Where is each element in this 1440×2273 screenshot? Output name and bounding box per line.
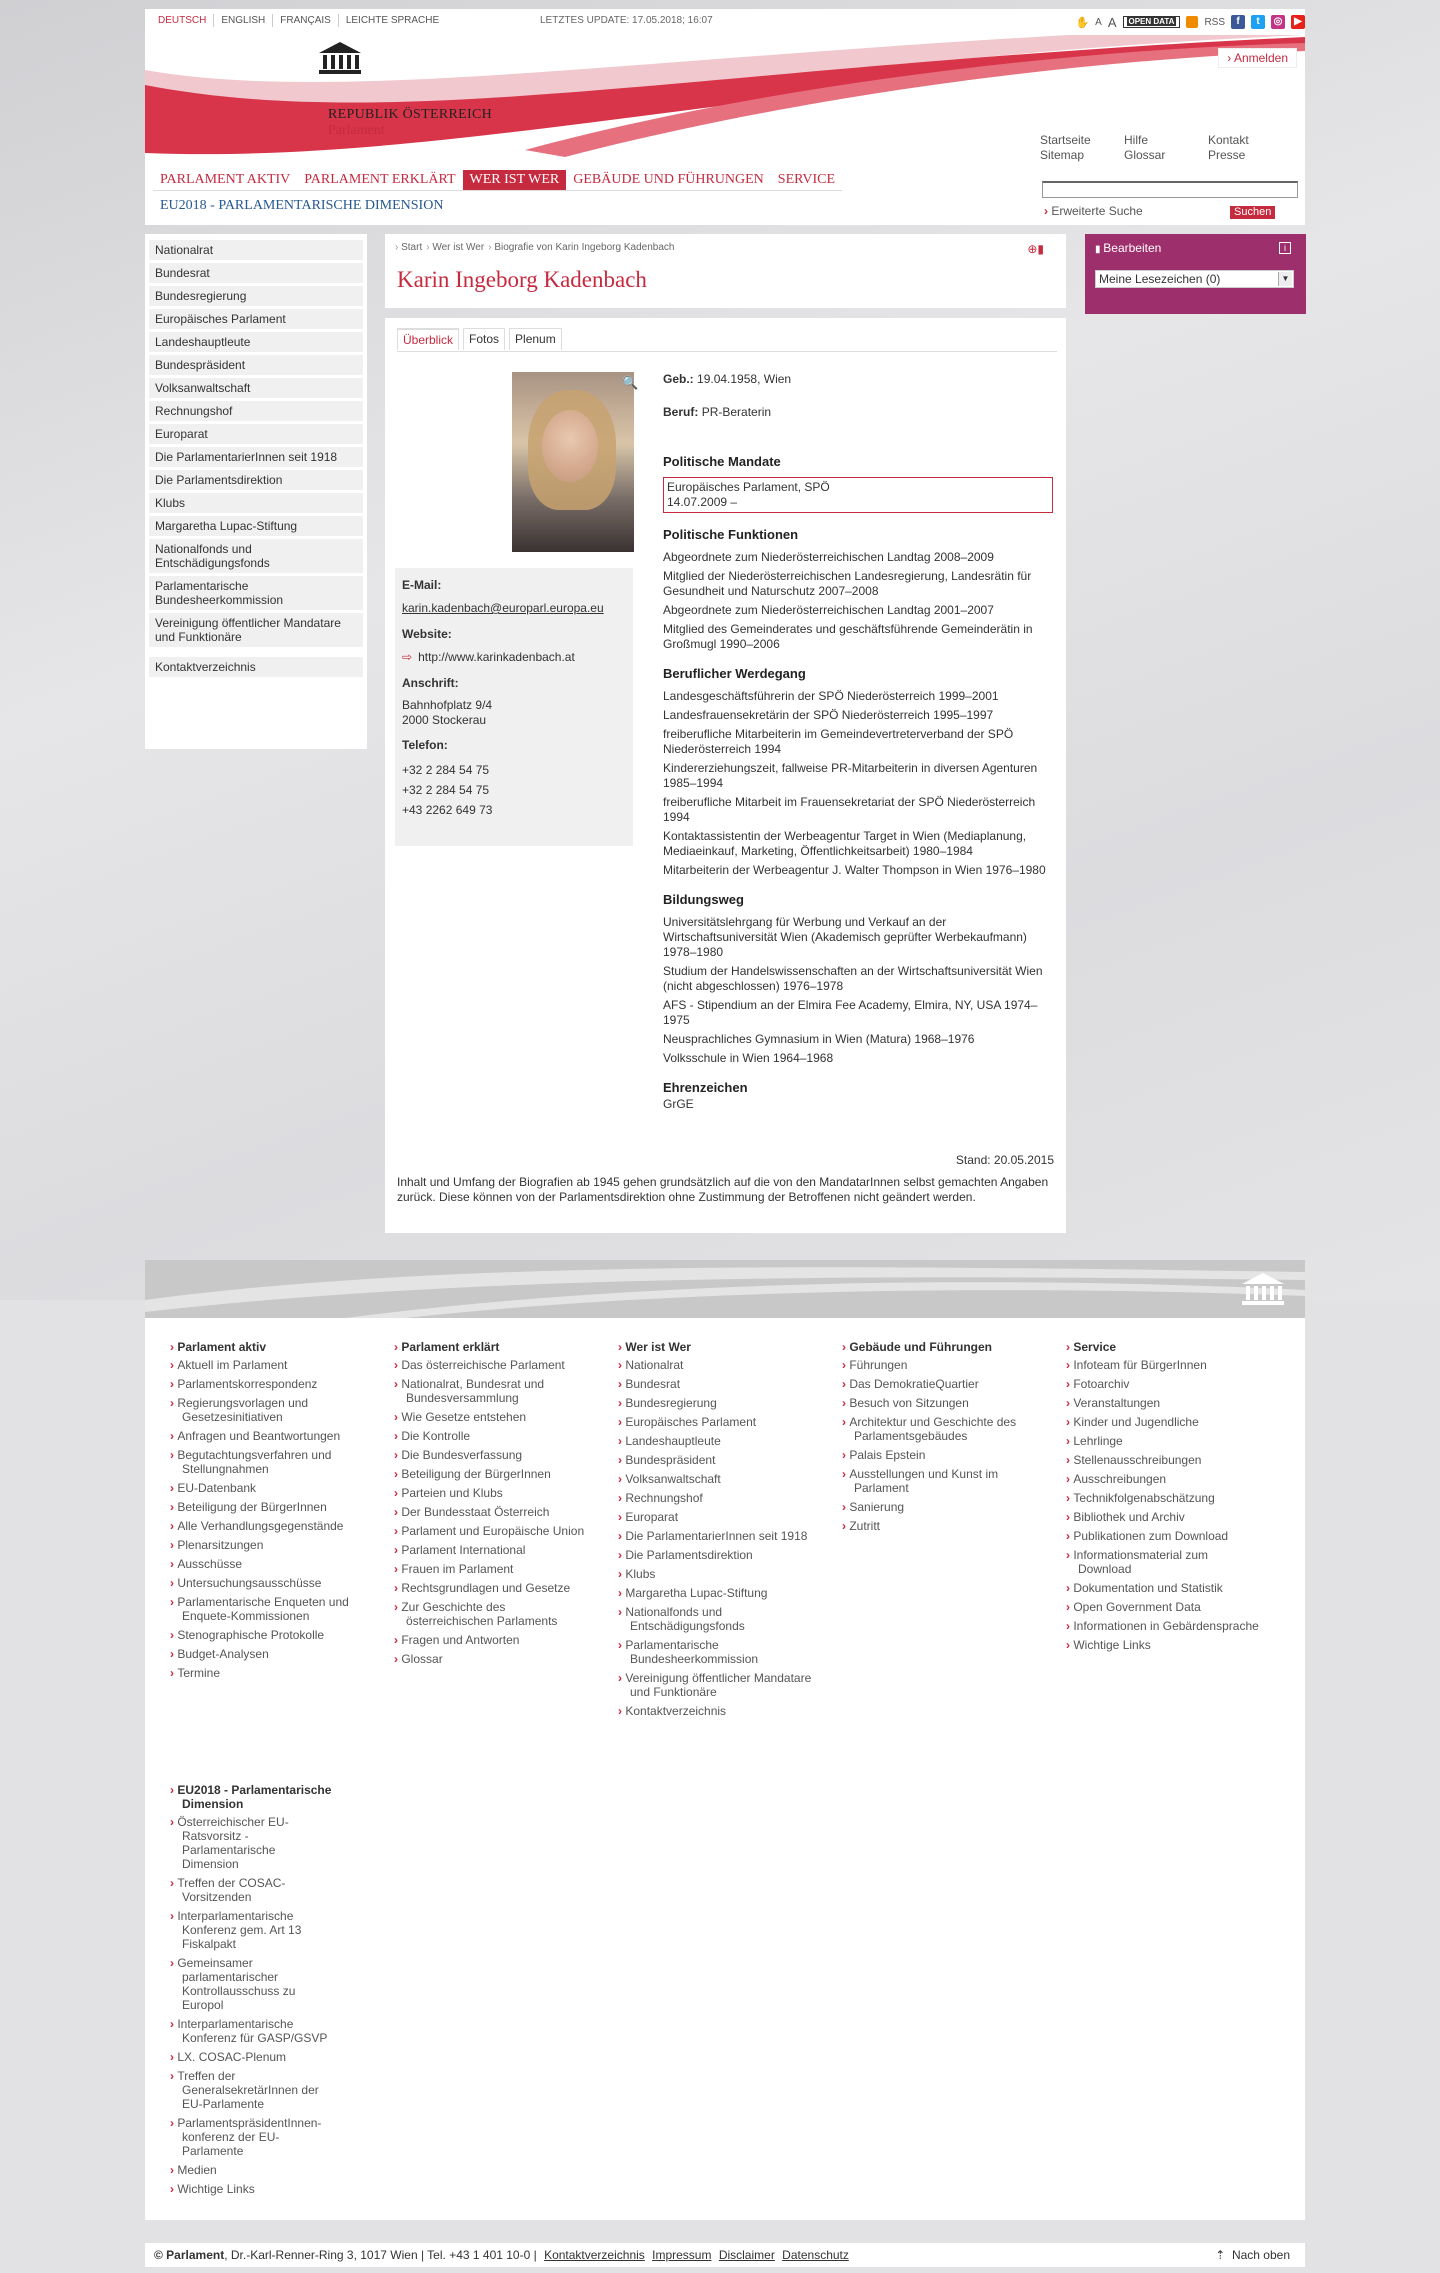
back-to-top[interactable]: ⇡ Nach oben [1215,2248,1290,2262]
sign-language-icon[interactable]: ✋ [1075,16,1090,29]
chevron-down-icon: ▼ [1278,272,1292,286]
birth-row: Geb.: 19.04.1958, Wien [663,372,792,386]
sidebar-item[interactable]: Vereinigung öffentlicher Mandatare und Funktionäre [149,613,363,647]
footer-link[interactable]: › Parlamentskorrespondenz [170,1377,394,1391]
function-entry: Abgeordnete zum Niederösterreichischen Landtag 2008–2009 [663,550,994,564]
font-small-button[interactable]: A [1095,16,1102,28]
footer-column-title[interactable]: › Parlament erklärt [394,1340,618,1354]
footer-link[interactable]: › Bibliothek und Archiv [1066,1510,1290,1524]
education-entry: AFS - Stipendium an der Elmira Fee Academy, Elmira, NY, USA 1974–1975 [663,998,1038,1027]
footer-link[interactable]: › Die ParlamentarierInnen seit 1918 [618,1529,842,1543]
footer-link[interactable]: › Budget-Analysen [170,1647,394,1661]
lang-francais[interactable]: FRANÇAIS [273,14,339,27]
tab-bar [397,328,562,350]
bottom-bar [145,2243,1305,2267]
arrow-up-icon: ⇡ [1215,2248,1226,2262]
sidebar-item[interactable]: Parlamentarische Bundesheerkommission [149,576,363,610]
honors-heading: Ehrenzeichen [663,1080,748,1095]
sidebar-item[interactable]: Volksanwaltschaft [149,378,363,398]
footer-link[interactable]: › Rechtsgrundlagen und Gesetze [394,1581,618,1595]
footer-link[interactable]: › Nationalrat, Bundesrat und Bundesversammlung [394,1377,618,1405]
education-heading: Bildungsweg [663,892,744,907]
footer-link[interactable]: › Veranstaltungen [1066,1396,1290,1410]
footer-link[interactable]: › Plenarsitzungen [170,1538,394,1552]
sidebar-item[interactable]: Klubs [149,493,363,513]
footer-link[interactable]: › Wichtige Links [1066,1638,1290,1652]
footer-column-title[interactable]: › Parlament aktiv [170,1340,394,1354]
logo-text[interactable] [328,107,492,139]
education-entry: Studium der Handelswissenschaften an der Wirtschaftsuniversität Wien (nicht abgeschlossen) 1976–1978 [663,964,1043,993]
logo-line2: Parlament [328,123,385,138]
link-datenschutz[interactable]: Datenschutz [782,2248,849,2262]
title-box [385,234,1066,308]
footer-link[interactable]: › Volksanwaltschaft [618,1472,842,1486]
footer-link[interactable]: › Anfragen und Beantwortungen [170,1429,394,1443]
footer-link[interactable]: › Bundesregierung [618,1396,842,1410]
nav-service[interactable]: SERVICE [771,170,842,191]
honors-entry: GrGE [663,1097,694,1111]
last-update: LETZTES UPDATE: 17.05.2018; 16:07 [540,15,713,26]
sidebar [145,234,367,749]
link-presse[interactable]: Presse [1208,148,1246,162]
education-entry: Neusprachliches Gymnasium in Wien (Matura) 1968–1976 [663,1032,975,1046]
info-icon[interactable]: i [1279,242,1291,254]
footer-link[interactable]: › Rechnungshof [618,1491,842,1505]
email-link[interactable]: karin.kadenbach@europarl.europa.eu [402,601,604,615]
biography [663,372,1053,1116]
footer-link[interactable]: › Fotoarchiv [1066,1377,1290,1391]
bookmark-add-icon[interactable]: ⊕▮ [1027,242,1044,256]
footer-link[interactable]: › Klubs [618,1567,842,1581]
page-title: Karin Ingeborg Kadenbach [397,267,647,292]
footer-link[interactable]: › Europarat [618,1510,842,1524]
sidebar-item[interactable]: Die Parlamentsdirektion [149,470,363,490]
footer-link[interactable]: › Dokumentation und Statistik [1066,1581,1290,1595]
rss-icon[interactable] [1186,16,1198,28]
breadcrumb-item: › Biografie von Karin Ingeborg Kadenbach [488,242,674,253]
website-link[interactable]: http://www.karinkadenbach.at [418,650,575,664]
footer-link[interactable]: › Glossar [394,1652,618,1666]
lang-deutsch[interactable]: DEUTSCH [151,14,214,27]
link-startseite[interactable]: Startseite [1040,133,1091,147]
job-row: Beruf: PR-Beraterin [663,405,772,419]
link-kontaktverzeichnis[interactable]: Kontaktverzeichnis [544,2248,645,2262]
footer-column [842,1340,1066,1723]
footer-link[interactable]: › Interparlamentarische Konferenz für GASP/GSVP [170,2017,394,2045]
main-navigation [153,170,842,191]
nav-parlament-aktiv[interactable]: PARLAMENT AKTIV [153,170,297,191]
parliament-logo-icon[interactable] [315,39,365,75]
footer-link[interactable]: › Treffen der COSAC-Vorsitzenden [170,1876,394,1904]
link-impressum[interactable]: Impressum [652,2248,712,2262]
sidebar-item[interactable]: Nationalrat [149,240,363,260]
education-entry: Volksschule in Wien 1964–1968 [663,1051,834,1065]
utility-links [1040,133,1292,162]
footer-link[interactable]: › Landeshauptleute [618,1434,842,1448]
footer-link[interactable]: › Nationalfonds und Entschädigungsfonds [618,1605,842,1633]
sidebar-item[interactable]: Bundespräsident [149,355,363,375]
sidebar-item[interactable]: Kontaktverzeichnis [149,657,363,677]
career-entry: Kindererziehungszeit, fallweise PR-Mitarbeiterin in diversen Agenturen 1985–1994 [663,761,1038,790]
footer-link[interactable]: › Führungen [842,1358,1066,1372]
footer-column [394,1340,618,1723]
function-entry: Abgeordnete zum Niederösterreichischen Landtag 2001–2007 [663,603,994,617]
twitter-icon[interactable]: t [1251,15,1265,29]
language-switcher [151,14,446,27]
footer-link[interactable]: › Beteiligung der BürgerInnen [170,1500,394,1514]
main-content [385,318,1066,1233]
footer-column [618,1340,842,1723]
footer-link[interactable]: › Parlament und Europäische Union [394,1524,618,1538]
advanced-search-link[interactable]: › Erweiterte Suche [1044,204,1143,218]
career-entry: Kontaktassistentin der Werbeagentur Target in Wien (Mediaplanung, Mediaeinkauf, Marketing, Öffentlichkeitsarbeit) 1980–1984 [663,829,1027,858]
footer-link[interactable]: › Besuch von Sitzungen [842,1396,1066,1410]
footer-link[interactable]: › Fragen und Antworten [394,1633,618,1647]
footer-link[interactable]: › Nationalrat [618,1358,842,1372]
footer-link[interactable]: › Kontaktverzeichnis [618,1704,842,1718]
footer-link[interactable]: › Bundespräsident [618,1453,842,1467]
rss-link[interactable]: RSS [1204,16,1225,28]
breadcrumb-item[interactable]: › Wer ist Wer [426,242,484,253]
footer-link[interactable]: › Open Government Data [1066,1600,1290,1614]
footer-link[interactable]: › Regierungsvorlagen und Gesetzesinitiativen [170,1396,394,1424]
footer-link[interactable]: › Lehrlinge [1066,1434,1290,1448]
facebook-icon[interactable]: f [1231,15,1245,29]
phone-number: +32 2 284 54 75 [402,783,490,797]
footer-link[interactable]: › Begutachtungsverfahren und Stellungnahmen [170,1448,394,1476]
tab-ueberblick[interactable]: Überblick [397,328,459,350]
footer-link[interactable]: › ParlamentspräsidentInnen-konferenz der EU-Parlamente [170,2116,394,2158]
youtube-icon[interactable]: ▶ [1291,15,1305,29]
footer-link[interactable]: › Ausschreibungen [1066,1472,1290,1486]
footer-link[interactable]: › Untersuchungsausschüsse [170,1576,394,1590]
external-link-icon: ⇨ [402,650,413,664]
footer-column-title[interactable]: › Gebäude und Führungen [842,1340,1066,1354]
footer-link[interactable]: › Zutritt [842,1519,1066,1533]
education-entry: Universitätslehrgang für Werbung und Verkauf an der Wirtschaftsuniversität Wien (Akademisch geprüfter Werbekaufmann) 1978–1980 [663,915,1027,959]
footer-link[interactable]: › Gemeinsamer parlamentarischer Kontrollausschuss zu Europol [170,1956,394,2012]
footer-link[interactable]: › Ausschüsse [170,1557,394,1571]
footer-link[interactable]: › Informationsmaterial zum Download [1066,1548,1290,1576]
login-button[interactable]: › Anmelden [1218,48,1297,68]
footer-column [1066,1340,1290,1723]
footer-link[interactable]: › Zur Geschichte des österreichischen Parlaments [394,1600,618,1628]
footer-link[interactable]: › Alle Verhandlungsgegenstände [170,1519,394,1533]
copyright: © Parlament [154,2248,225,2262]
footer-columns [170,1340,1290,1723]
breadcrumb [395,242,674,253]
footer-link[interactable]: › Technikfolgenabschätzung [1066,1491,1290,1505]
address-line: Bahnhofplatz 9/4 [402,698,493,712]
footer-link[interactable]: › LX. COSAC-Plenum [170,2050,394,2064]
sidebar-item[interactable]: Nationalfonds und Entschädigungsfonds [149,539,363,573]
footer-link[interactable]: › Termine [170,1666,394,1680]
career-entry: freiberufliche Mitarbeit im Frauensekretariat der SPÖ Niederösterreich 1994 [663,795,1036,824]
function-entry: Mitglied der Niederösterreichischen Landesregierung, Landesrätin für Gesundheit und Naturschutz 2007–2008 [663,569,1032,598]
footer-link[interactable]: › Parlamentarische Enqueten und Enquete-Kommissionen [170,1595,394,1623]
footer-link[interactable]: › Parteien und Klubs [394,1486,618,1500]
footer-link[interactable]: › Publikationen zum Download [1066,1529,1290,1543]
phone-number: +32 2 284 54 75 [402,763,490,777]
instagram-icon[interactable]: ◎ [1271,15,1285,29]
career-entry: Mitarbeiterin der Werbeagentur J. Walter Thompson in Wien 1976–1980 [663,863,1046,877]
address-line: 2000 Stockerau [402,713,487,727]
footer-link[interactable]: › Wie Gesetze entstehen [394,1410,618,1424]
contact-box [395,568,633,846]
footer-link[interactable]: › Die Bundesverfassung [394,1448,618,1462]
sidebar-item[interactable]: Margaretha Lupac-Stiftung [149,516,363,536]
sidebar-item[interactable]: Europäisches Parlament [149,309,363,329]
phone-label: Telefon: [402,738,448,752]
imprint-line [154,2248,849,2262]
toolbar [1075,12,1305,32]
function-entry: Mitglied des Gemeinderates und geschäftsführende Gemeinderätin in Großmugl 1990–2006 [663,622,1033,651]
top-bar [145,9,1305,35]
link-hilfe[interactable]: Hilfe [1124,133,1149,147]
footer-link[interactable]: › Vereinigung öffentlicher Mandatare und Funktionäre [618,1671,842,1699]
phone-number: +43 2262 649 73 [402,803,493,817]
footer-link[interactable]: › Wichtige Links [170,2182,394,2196]
sidebar-item[interactable]: Landeshauptleute [149,332,363,352]
footer-link[interactable]: › Margaretha Lupac-Stiftung [618,1586,842,1600]
sidebar-item[interactable]: Die ParlamentarierInnen seit 1918 [149,447,363,467]
career-entry: freiberufliche Mitarbeiterin im Gemeindevertreterverband der SPÖ Niederösterreich 1994 [663,727,1014,756]
address-label: Anschrift: [402,676,459,690]
footer-link[interactable]: › Österreichischer EU-Ratsvorsitz - Parlamentarische Dimension [170,1815,394,1871]
footer-link[interactable]: › Die Kontrolle [394,1429,618,1443]
search-button[interactable]: Suchen [1230,206,1275,219]
address-text: , Dr.-Karl-Renner-Ring 3, 1017 Wien | Tel. +43 1 401 10-0 | [224,2248,537,2262]
footer-link[interactable]: › Frauen im Parlament [394,1562,618,1576]
lang-english[interactable]: ENGLISH [214,14,273,27]
link-disclaimer[interactable]: Disclaimer [718,2248,775,2262]
link-sitemap[interactable]: Sitemap [1040,148,1085,162]
footer-eu-column [170,1783,394,2201]
footer-link[interactable]: › Palais Epstein [842,1448,1066,1462]
footer-link[interactable]: › Interparlamentarische Konferenz gem. Art 13 Fiskalpakt [170,1909,394,1951]
portrait-face [542,410,598,482]
footer-link[interactable]: › Parlamentarische Bundesheerkommission [618,1638,842,1666]
link-kontakt[interactable]: Kontakt [1208,133,1249,147]
footer-link[interactable]: › Informationen in Gebärdensprache [1066,1619,1290,1633]
parliament-footer-icon [1233,1270,1293,1306]
footer-link[interactable]: › Das DemokratieQuartier [842,1377,1066,1391]
footer-link[interactable]: › Der Bundesstaat Österreich [394,1505,618,1519]
lang-leichte-sprache[interactable]: LEICHTE SPRACHE [345,15,440,26]
footer [145,1260,1305,2220]
open-data-badge[interactable]: OPEN DATA [1123,16,1181,28]
mandate-box [663,477,1053,513]
tab-divider [397,351,1057,352]
zoom-icon[interactable]: 🔍 [622,375,639,390]
website-label: Website: [402,627,452,641]
breadcrumb-item[interactable]: › Start [395,242,422,253]
nav-parlament-erklaert[interactable]: PARLAMENT ERKLÄRT [297,170,462,191]
footer-link[interactable]: › Medien [170,2163,394,2177]
footer-link[interactable]: › Sanierung [842,1500,1066,1514]
functions-heading: Politische Funktionen [663,527,799,542]
career-entry: Landesgeschäftsführerin der SPÖ Niederösterreich 1999–2001 [663,689,999,703]
mandates-heading: Politische Mandate [663,454,781,469]
bookmarks-select[interactable]: Meine Lesezeichen (0) ▼ [1095,270,1294,288]
search-input[interactable] [1042,181,1298,198]
mandate-line: Europäisches Parlament, SPÖ [667,480,830,494]
footer-column-title[interactable]: › Service [1066,1340,1290,1354]
footer-link[interactable]: › Stenographische Protokolle [170,1628,394,1642]
link-glossar[interactable]: Glossar [1124,148,1166,162]
footer-column [170,1340,394,1723]
footer-column-title[interactable]: › EU2018 - Parlamentarische Dimension [170,1783,394,1811]
nav-wer-ist-wer[interactable]: WER IST WER [463,170,567,191]
footer-link[interactable]: › Beteiligung der BürgerInnen [394,1467,618,1481]
footer-column-title[interactable]: › Wer ist Wer [618,1340,842,1354]
career-entry: Landesfrauensekretärin der SPÖ Niederösterreich 1995–1997 [663,708,994,722]
sidebar-item[interactable]: Europarat [149,424,363,444]
logo-line1: REPUBLIK ÖSTERREICH [328,107,492,122]
edit-box-title: ▮ Bearbeiten [1095,241,1161,255]
footer-link[interactable]: › Bundesrat [618,1377,842,1391]
footer-link[interactable]: › Das österreichische Parlament [394,1358,618,1372]
footer-link[interactable]: › Treffen der GeneralsekretärInnen der EU-Parlamente [170,2069,394,2111]
footer-link[interactable]: › Aktuell im Parlament [170,1358,394,1372]
footer-link[interactable]: › Infoteam für BürgerInnen [1066,1358,1290,1372]
disclaimer-text: Inhalt und Umfang der Biografien ab 1945 gehen grundsätzlich auf die von den MandatarInnen selbst gemachten Angaben zurück. Diese können von der Parlamentsdirektion ohne Zustimmung der Betroffenen nicht geändert werden. [397,1175,1049,1204]
email-label: E-Mail: [402,578,442,592]
footer-swoosh [145,1260,1305,1318]
font-large-button[interactable]: A [1107,14,1117,30]
last-updated-date: Stand: 20.05.2015 [955,1153,1054,1167]
tab-fotos[interactable]: Fotos [463,328,505,350]
nav-gebaeude-fuehrungen[interactable]: GEBÄUDE UND FÜHRUNGEN [566,170,771,191]
footer-link[interactable]: › Stellenausschreibungen [1066,1453,1290,1467]
footer-link[interactable]: › EU-Datenbank [170,1481,394,1495]
footer-link[interactable]: › Die Parlamentsdirektion [618,1548,842,1562]
footer-link[interactable]: › Architektur und Geschichte des Parlamentsgebäudes [842,1415,1066,1443]
header [145,35,1305,225]
footer-link[interactable]: › Ausstellungen und Kunst im Parlament [842,1467,1066,1495]
tab-plenum[interactable]: Plenum [509,328,562,350]
sidebar-item[interactable]: Bundesrat [149,263,363,283]
edit-box [1085,234,1306,314]
search-area [1040,177,1305,225]
sidebar-item[interactable]: Bundesregierung [149,286,363,306]
career-heading: Beruflicher Werdegang [663,666,806,681]
sidebar-item[interactable]: Rechnungshof [149,401,363,421]
portrait-photo[interactable] [512,372,634,552]
nav-eu2018[interactable]: EU2018 - PARLAMENTARISCHE DIMENSION [160,198,444,213]
footer-link[interactable]: › Kinder und Jugendliche [1066,1415,1290,1429]
footer-link[interactable]: › Parlament International [394,1543,618,1557]
mandate-line: 14.07.2009 – [667,495,738,509]
footer-link[interactable]: › Europäisches Parlament [618,1415,842,1429]
